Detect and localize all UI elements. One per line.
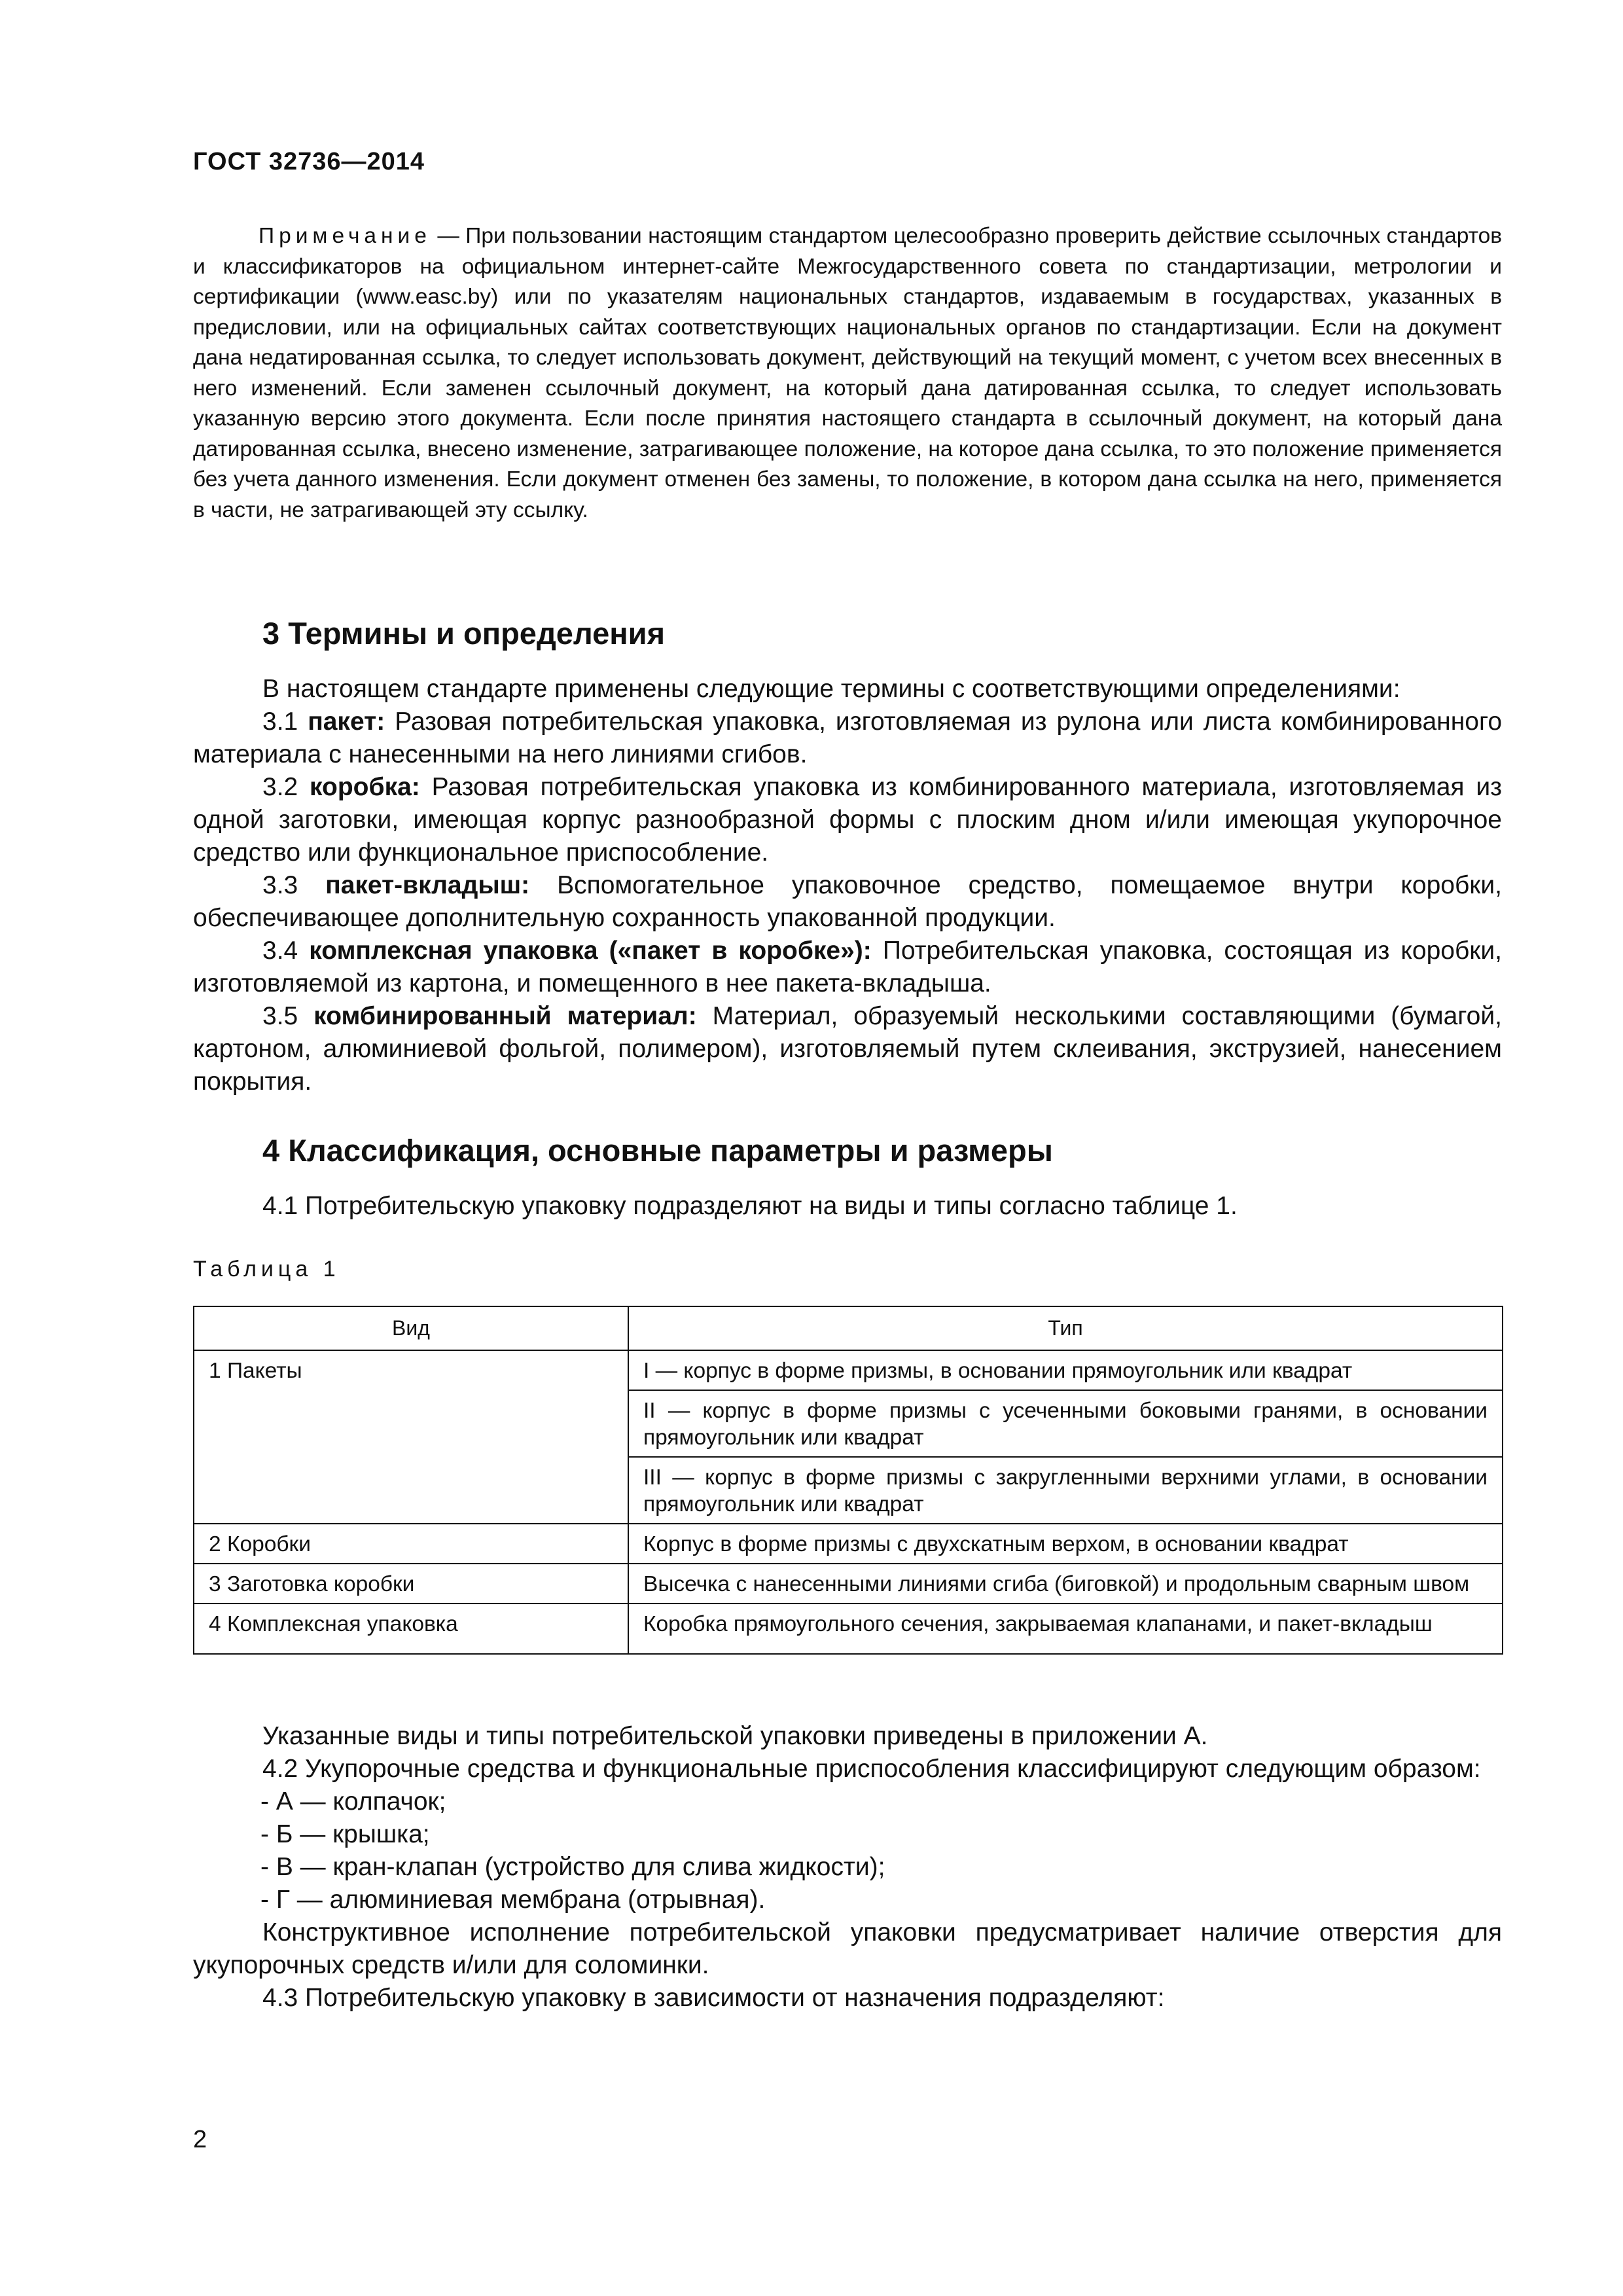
table-cell-kind: 2 Коробки	[194, 1524, 628, 1564]
section-4-body	[193, 1720, 1502, 2015]
term-name: пакет-вкладыш:	[325, 871, 530, 899]
table-cell-kind: 4 Комплексная упаковка	[194, 1604, 628, 1654]
term-name: комплексная упаковка («пакет в коробке»):	[309, 937, 872, 965]
paragraph-4-3: 4.3 Потребительскую упаковку в зависимости от назначения подразделяют:	[262, 1984, 1165, 2012]
design-note: Конструктивное исполнение потребительской упаковки предусматривает наличие отверстия для укупорочных средств и/или для соломинки.	[193, 1918, 1502, 1979]
term-3-3: 3.3 пакет-вкладыш: Вспомогательное упаковочное средство, помещаемое внутри коробки, обеспечивающее дополнительную сохранность упакованной продукции.	[193, 871, 1502, 932]
classification-table	[193, 1306, 1503, 1655]
note-block	[193, 221, 1502, 526]
document-header: ГОСТ 32736—2014	[193, 148, 425, 175]
paragraph-4-1: 4.1 Потребительскую упаковку подразделяют на виды и типы согласно таблице 1.	[262, 1192, 1238, 1220]
list-item: - А — колпачок;	[260, 1787, 446, 1816]
after-table-text: Указанные виды и типы потребительской упаковки приведены в приложении А.	[262, 1722, 1208, 1750]
table-cell-type: III — корпус в форме призмы с закругленными верхними углами, в основании прямоугольник или квадрат	[628, 1457, 1503, 1524]
table-cell-kind: 1 Пакеты	[194, 1350, 628, 1524]
term-name: пакет:	[308, 708, 385, 736]
table-cell-kind: 3 Заготовка коробки	[194, 1564, 628, 1604]
term-3-5: 3.5 комбинированный материал: Материал, образуемый несколькими составляющими (бумагой, картоном, алюминиевой фольгой, полимером), изготовляемый путем склеивания, экструзией, нанесением покрытия.	[193, 1002, 1502, 1096]
section-4-title: 4 Классификация, основные параметры и размеры	[262, 1133, 1053, 1168]
section-3-intro: В настоящем стандарте применены следующие термины с соответствующими определениями:	[262, 675, 1400, 703]
section-3-title: 3 Термины и определения	[262, 616, 665, 651]
term-name: коробка:	[310, 773, 420, 801]
table-header-cell: Тип	[628, 1306, 1503, 1350]
term-name: комбинированный материал:	[313, 1002, 697, 1030]
table-cell-type: II — корпус в форме призмы с усеченными боковыми гранями, в основании прямоугольник или квадрат	[628, 1390, 1503, 1457]
section-3-body	[193, 673, 1502, 1098]
term-3-4: 3.4 комплексная упаковка («пакет в коробке»): Потребительская упаковка, состоящая из коробки, изготовляемой из картона, и помещенного в нее пакета-вкладыша.	[193, 937, 1502, 997]
term-3-2: 3.2 коробка: Разовая потребительская упаковка из комбинированного материала, изготовляемая из одной заготовки, имеющая корпус разнообразной формы с плоским дном и/или имеющая укупорочное средство или функциональное приспособление.	[193, 773, 1502, 867]
table-header-cell: Вид	[194, 1306, 628, 1350]
table-row	[194, 1604, 1503, 1654]
table-caption: Таблица 1	[193, 1257, 340, 1282]
paragraph-4-2: 4.2 Укупорочные средства и функциональные приспособления классифицируют следующим образом:	[262, 1755, 1481, 1783]
table-cell-type: Высечка с нанесенными линиями сгиба (биговкой) и продольным сварным швом	[628, 1564, 1503, 1604]
term-3-1: 3.1 пакет: Разовая потребительская упаковка, изготовляемая из рулона или листа комбинированного материала с нанесенными на него линиями сгибов.	[193, 708, 1503, 768]
page-number: 2	[193, 2126, 207, 2153]
note-text: — При пользовании настоящим стандартом целесообразно проверить действие ссылочных стандартов и классификаторов на официальном интернет-сайте Межгосударственного совета по стандартизации, метрологии и сертификации (www.easc.by) или по указателям национальных стандартов, издаваемым в государствах, указанных в предисловии, или на официальных сайтах соответствующих национальных органов по стандартизации. Если на документ дана недатированная ссылка, то следует использовать документ, действующий на текущий момент, с учетом всех внесенных в него изменений. Если заменен ссылочный документ, на который дана датированная ссылка, то следует использовать указанную версию этого документа. Если после принятия настоящего стандарта в ссылочный документ, на который дана датированная ссылка, внесено изменение, затрагивающее положение, на которое дана ссылка, то это положение применяется без учета данного изменения. Если документ отменен без замены, то положение, в котором дана ссылка на него, применяется в части, не затрагивающей эту ссылку.	[193, 224, 1502, 522]
section-4-intro	[193, 1190, 1502, 1223]
note-label: Примечание	[259, 224, 431, 248]
table-cell-type: Коробка прямоугольного сечения, закрываемая клапанами, и пакет-вкладыш	[628, 1604, 1503, 1654]
table-row	[194, 1350, 1503, 1390]
table-cell-type: I — корпус в форме призмы, в основании прямоугольник или квадрат	[628, 1350, 1503, 1390]
list-item: - Б — крышка;	[260, 1820, 430, 1848]
list-item: - Г — алюминиевая мембрана (отрывная).	[260, 1886, 766, 1914]
table-row	[194, 1564, 1503, 1604]
table-cell-type: Корпус в форме призмы с двухскатным верхом, в основании квадрат	[628, 1524, 1503, 1564]
list-item: - В — кран-клапан (устройство для слива жидкости);	[260, 1853, 885, 1881]
table-row	[194, 1524, 1503, 1564]
table-header-row	[194, 1306, 1503, 1350]
